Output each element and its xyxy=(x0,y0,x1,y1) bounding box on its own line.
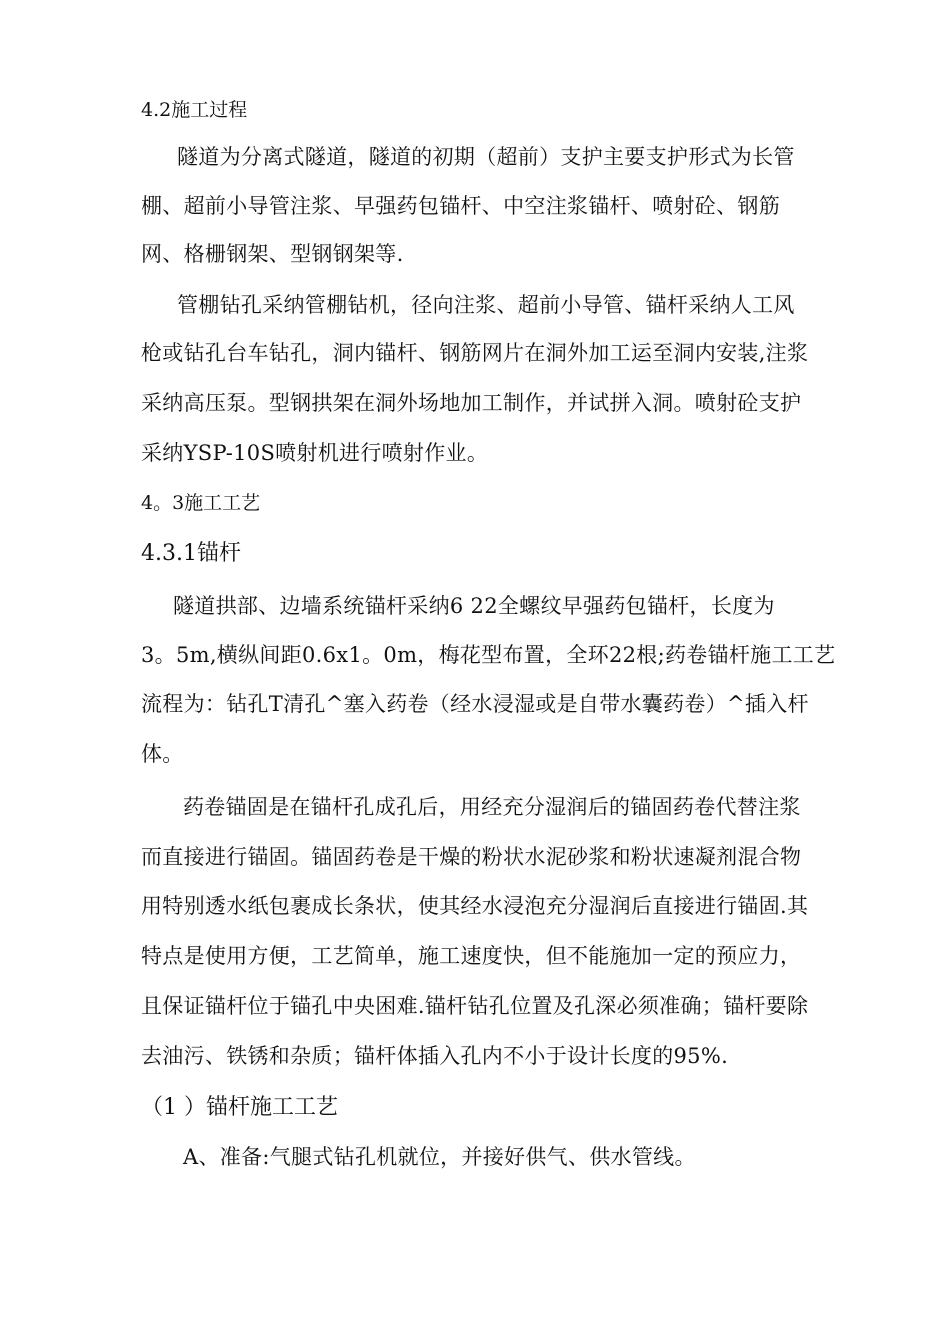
para4-line4: 特点是使用方便，工艺简单，施工速度快，但不能施加一定的预应力， xyxy=(141,944,802,968)
para1-line3: 网、格栅钢架、型钢钢架等. xyxy=(141,242,404,266)
para2-line4: 采纳YSP-10S喷射机进行喷射作业。 xyxy=(141,441,489,465)
subheading-1: （1 ）锚杆施工工艺 xyxy=(141,1095,338,1120)
heading-4-2: 4.2施工过程 xyxy=(141,99,248,121)
para2-line2: 枪或钻孔台车钻孔，洞内锚杆、钢筋网片在洞外加工运至洞内安装,注浆 xyxy=(141,341,809,365)
para2-line1: 管棚钻孔采纳管棚钻机，径向注浆、超前小导管、锚杆采纳人工风 xyxy=(177,293,795,317)
para1-line2: 棚、超前小导管注浆、早强药包锚杆、中空注浆锚杆、喷射砼、钢筋 xyxy=(141,194,780,218)
para4-line3: 用特别透水纸包裹成长条状，使其经水浸泡充分湿润后直接进行锚固.其 xyxy=(141,894,809,918)
para3-line4: 体。 xyxy=(141,742,184,766)
item-a: A、准备:气腿式钻孔机就位，并接好供气、供水管线。 xyxy=(183,1145,696,1169)
para1-line1: 隧道为分离式隧道，隧道的初期（超前）支护主要支护形式为长管 xyxy=(177,145,795,169)
para4-line2: 而直接进行锚固。锚固药卷是干燥的粉状水泥砂浆和粉状速凝剂混合物 xyxy=(141,845,802,869)
para4-line6: 去油污、铁锈和杂质；锚杆体插入孔内不小于设计长度的95%. xyxy=(141,1044,729,1068)
para2-line3: 采纳高压泵。型钢拱架在洞外场地加工制作，并试拼入洞。喷射砼支护 xyxy=(141,391,802,415)
para4-line1: 药卷锚固是在锚杆孔成孔后，用经充分湿润后的锚固药卷代替注浆 xyxy=(183,795,801,819)
para3-line1: 隧道拱部、边墙系统锚杆采纳6 22全螺纹早强药包锚杆，长度为 xyxy=(173,594,775,618)
para4-line5: 且保证锚杆位于锚孔中央困难.锚杆钻孔位置及孔深必须准确；锚杆要除 xyxy=(141,994,809,1018)
para3-line2: 3。5m,横纵间距0.6x1。0m，梅花型布置，全环22根;药卷锚杆施工工艺 xyxy=(141,643,836,667)
heading-4-3-1: 4.3.1锚杆 xyxy=(141,541,241,566)
heading-4-3: 4。3施工工艺 xyxy=(141,492,261,514)
para3-line3: 流程为：钻孔T清孔^塞入药卷（经水浸湿或是自带水囊药卷）^插入杆 xyxy=(141,692,809,716)
